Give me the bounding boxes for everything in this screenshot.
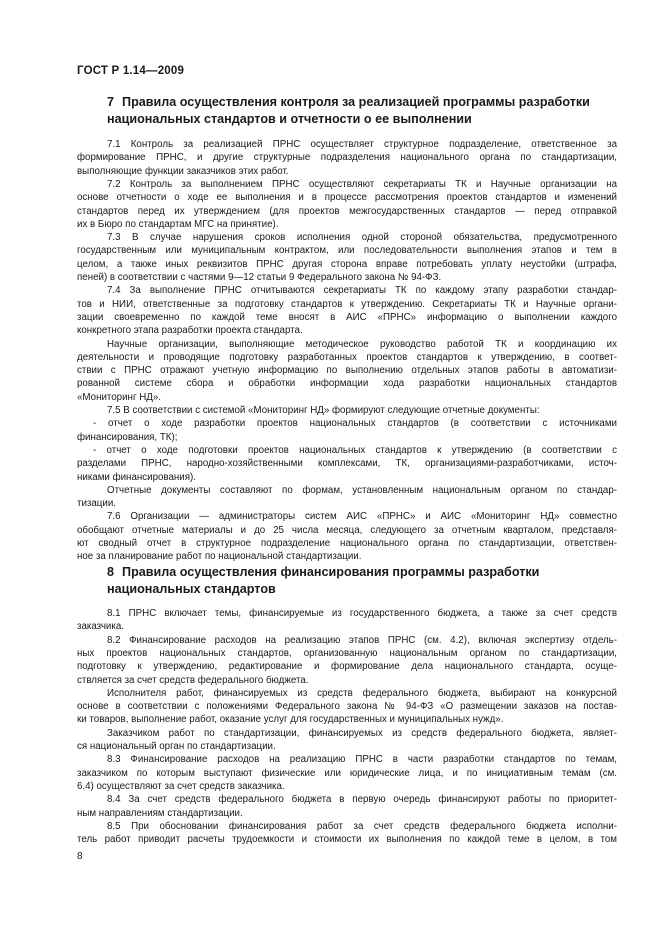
text-line: стандартов перед их утверждением (для проектов межгосударственных стандартов — перед отправкой [77, 205, 617, 217]
text-line: 6.4) осуществляют за счет средств заказчика. [77, 780, 285, 792]
text-line: Научные организации, выполняющие методическое руководство работой ТК и координацию их [107, 338, 617, 350]
text-line: никами финансирования). [77, 471, 196, 483]
text-line: ных проектов национальных стандартов, организованную национальным органом по стандартизации, [77, 647, 617, 659]
text-line: ся национальный орган по стандартизации. [77, 741, 276, 752]
text-line: деятельности и проводящие подготовку разработанных проектов стандартов к утверждению, в соответ- [77, 351, 617, 363]
text-line: конкретного этапа разработки проекта стандарта. [77, 325, 303, 337]
text-line: 7.1 Контроль за реализацией ПРНС осуществляет структурное подразделение, ответственное за [107, 139, 617, 150]
text-line: основе в соответствии с положениями Федерального закона № 94-ФЗ «О размещении заказов на постав- [77, 701, 617, 713]
text-line: ным направлениям стандартизации. [77, 807, 243, 819]
text-line: выполняющие функции заказчиков этих работ. [77, 165, 289, 177]
text-line: Заказчиком работ по стандартизации, финансируемых из средств федерального бюджета, являет- [107, 727, 617, 739]
text-line: пеней) в соответствии с частями 9—12 статьи 9 Федерального закона № 94-ФЗ. [77, 272, 442, 283]
text-line: 7.5 В соответствии с системой «Мониторинг НД» формируют следующие отчетные документы: [107, 405, 540, 416]
text-line: зации своевременно по каждой теме вносят в АИС «ПРНС» информацию о выполнении каждого [77, 311, 617, 323]
text-line: ное за планирование работ по национальной стандартизации. [77, 551, 362, 563]
text-line: разделами ПРНС, народно-хозяйственными комплексами, ТК, организациями-разработчиками, источ- [77, 458, 617, 470]
text-line: 8.4 За счет средств федерального бюджета в первую очередь финансируют работы по приоритет- [107, 794, 617, 806]
text-line: ствии с ПРНС отражают учетную информацию по выполнению отдельных этапов работы в автоматизи- [77, 365, 617, 377]
text-line: 7.3 В случае нарушения сроков исполнения одной стороной обязательства, предусмотренного [107, 232, 617, 244]
text-line: формирование ПРНС, и другие структурные подразделения национального органа по стандартизации, [77, 152, 617, 164]
section-8-title: 8 Правила осуществления финансирования программы разработки национальных стандартов [107, 565, 540, 596]
text-line: Исполнителя работ, финансируемых из средств федерального бюджета, выбирают на конкурсной [107, 687, 617, 699]
text-line: основе отчетности о ходе ее выполнения и в процессе рассмотрения проектов стандартов и изменений [77, 192, 617, 204]
text-line: государственным или муниципальным контрактом, или последовательности выполнения этапов и тем в [77, 245, 617, 257]
section-number: 8 [107, 565, 115, 579]
list-item: - отчет о ходе разработки проектов национальных стандартов (в соответствии с источниками [93, 418, 617, 430]
text-line: тель работ приводит расчеты трудоемкости и стоимости их выполнения по каждой теме в целом, в том [77, 834, 617, 846]
list-item: - отчет о ходе подготовки проектов национальных стандартов к утверждению (в соответствии с [93, 444, 617, 456]
text-line: ют сводный отчет в структурное подразделение национального органа по стандартизации, ответствен- [77, 538, 617, 549]
text-line: обобщают отчетные материалы и до 25 числа месяца, следующего за отчетным кварталом, представля- [77, 524, 617, 536]
text-line: тов и НИИ, ответственные за подготовку стандартов к утверждению. Секретариаты ТК и Научные органи- [77, 298, 617, 310]
text-line: заказчиком по которым выступают физические или юридические лица, и по инициативным темам (см. [77, 767, 617, 779]
section-number: 7 [107, 95, 115, 109]
section-7-title: 7 Правила осуществления контроля за реализацией программы разработки национальных стандартов и отчетности о ее выполнении [107, 95, 590, 126]
text-line: ки товаров, выполнение работ, оказание услуг для государственных и муниципальных нужд». [77, 714, 504, 726]
text-line: 7.4 За выполнение ПРНС отчитываются секретариаты ТК по каждому этапу разработки стандар- [107, 285, 617, 297]
text-line: 7.2 Контроль за выполнением ПРНС осуществляют секретариаты ТК и Научные организации на [107, 178, 617, 190]
text-line: Отчетные документы составляют по формам, установленным национальным органом по стандар- [107, 484, 617, 496]
text-line: «Мониторинг НД». [77, 391, 161, 403]
text-line: их в Бюро по стандартам МГС на принятие). [77, 218, 279, 230]
text-line: тизации. [77, 498, 116, 510]
text-line: заказчика. [77, 621, 124, 633]
text-line: подготовку к утверждению, редактирование и формирование дела национального стандарта, осуще- [77, 661, 617, 673]
text-line: рованной системе сбора и обработки информации хода разработки национальных стандартов [77, 378, 617, 390]
page-number: 8 [77, 851, 83, 862]
text-line: 8.3 Финансирование расходов на реализацию ПРНС в части разработки стандартов по темам, [107, 754, 617, 766]
text-line: 8.1 ПРНС включает темы, финансируемые из государственного бюджета, а также за счет средств [107, 608, 617, 619]
text-line: целом, а также иных реквизитов ПРНС другая сторона вправе потребовать уплату неустойки (штрафа, [77, 258, 617, 270]
text-line: 8.5 При обосновании финансирования работ за счет средств федерального бюджета исполни- [107, 820, 617, 832]
text-line: 7.6 Организации — администраторы систем АИС «ПРНС» и АИС «Мониторинг НД» совместно [107, 511, 617, 523]
text-line: 8.2 Финансирование расходов на реализацию этапов ПРНС (см. 4.2), включая экспертизу отдель- [107, 634, 617, 646]
text-line: финансирования, ТК); [77, 431, 178, 443]
document-header: ГОСТ Р 1.14—2009 [77, 65, 185, 77]
text-line: ствляется за счет средств федерального бюджета. [77, 674, 309, 686]
